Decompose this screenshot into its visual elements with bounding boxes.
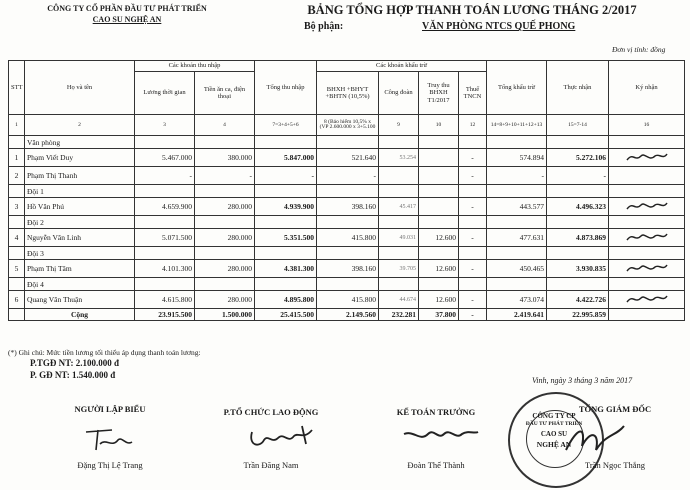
cell-empty [419, 278, 459, 291]
cell-sign [609, 229, 685, 247]
document-title: BẢNG TỔNG HỢP THANH TOÁN LƯƠNG THÁNG 2/2017 [307, 3, 637, 17]
cell-bhxh-back: 12.600 [419, 291, 459, 309]
cell-empty [379, 185, 419, 198]
cell-empty [195, 216, 255, 229]
cell-empty [459, 247, 487, 260]
cell-empty [9, 136, 25, 149]
cell-total-deduct: 473.074 [487, 291, 547, 309]
employee-name: Hồ Văn Phú [25, 198, 135, 216]
cell-empty [195, 185, 255, 198]
header-name: Họ và tên [25, 61, 135, 115]
cell-empty [195, 278, 255, 291]
section-name: Văn phòng [25, 136, 135, 149]
preparer-signature [82, 424, 142, 454]
cell-empty [547, 247, 609, 260]
header-total-income: Tổng thu nhập [255, 61, 317, 115]
cell-net: 4.422.726 [547, 291, 609, 309]
cell-bhxh: 415.800 [317, 229, 379, 247]
total-salary: 23.915.500 [135, 309, 195, 321]
cell-total-deduct: 443.577 [487, 198, 547, 216]
header-union: Công đoàn [379, 72, 419, 115]
col-number: 12 [459, 115, 487, 136]
cell-pit: - [459, 149, 487, 167]
cell-sign [609, 149, 685, 167]
row-stt: 2 [9, 167, 25, 185]
cell-empty [487, 185, 547, 198]
totals-label: Cộng [25, 309, 135, 321]
header-income-group: Các khoản thu nhập [135, 61, 255, 72]
cell-empty [255, 247, 317, 260]
cell-total-income: 5.351.500 [255, 229, 317, 247]
cell-empty [547, 136, 609, 149]
cell-total-income: 4.381.300 [255, 260, 317, 278]
department-value: VĂN PHÒNG NTCS QUẾ PHONG [422, 21, 576, 32]
col-number: 2 [25, 115, 135, 136]
employee-name: Quang Văn Thuận [25, 291, 135, 309]
cell-bhxh-back [419, 167, 459, 185]
cell-total-income: 4.895.800 [255, 291, 317, 309]
section-name: Đội 3 [25, 247, 135, 260]
cell-empty [379, 216, 419, 229]
company-name: CÔNG TY CỔ PHẦN ĐẦU TƯ PHÁT TRIỂN [47, 4, 207, 13]
cell-empty [317, 185, 379, 198]
cell-union: 49.031 [379, 229, 419, 247]
total-pit: - [459, 309, 487, 321]
employee-signature [625, 299, 669, 308]
section-row [9, 278, 685, 291]
cell-meal: 280.000 [195, 260, 255, 278]
row-stt: 1 [9, 149, 25, 167]
cell-empty [317, 136, 379, 149]
col-number: 3 [135, 115, 195, 136]
cell-empty [547, 278, 609, 291]
section-row [9, 216, 685, 229]
cell-empty [135, 278, 195, 291]
department-label: Bộ phận: [304, 21, 344, 32]
cell-union: 39.705 [379, 260, 419, 278]
col-number: 1 [9, 115, 25, 136]
employee-name: Phạm Thị Thanh [25, 167, 135, 185]
cell-empty [9, 185, 25, 198]
accountant-signature [400, 420, 480, 450]
cell-empty [9, 278, 25, 291]
cell-total-deduct: 477.631 [487, 229, 547, 247]
cell-salary: 4.615.800 [135, 291, 195, 309]
header-salary: Lương thời gian [135, 72, 195, 115]
cell-sign [609, 291, 685, 309]
header-stt: STT [9, 61, 25, 115]
total-income: 25.415.500 [255, 309, 317, 321]
cell-empty [135, 216, 195, 229]
cell-sign [609, 167, 685, 185]
cell-total-deduct: - [487, 167, 547, 185]
cell-total-income: - [255, 167, 317, 185]
employee-signature [625, 206, 669, 215]
cell-net: 4.496.323 [547, 198, 609, 216]
director-name: Trần Ngọc Thắng [585, 460, 645, 470]
col-number: 7=3+4+5+6 [255, 115, 317, 136]
total-union: 232.281 [379, 309, 419, 321]
cell-empty [255, 136, 317, 149]
col-number: 16 [609, 115, 685, 136]
table-row [9, 149, 685, 167]
total-meal: 1.500.000 [195, 309, 255, 321]
cell-empty [255, 185, 317, 198]
preparer-title: NGƯỜI LẬP BIỂU [74, 404, 146, 414]
employee-signature [625, 268, 669, 277]
cell-empty [547, 185, 609, 198]
col-number: 9 [379, 115, 419, 136]
cell-salary: 4.101.300 [135, 260, 195, 278]
cell-empty [459, 216, 487, 229]
hr-name: Trần Đăng Nam [243, 460, 299, 470]
employee-signature [625, 157, 669, 166]
hr-title: P.TỔ CHỨC LAO ĐỘNG [223, 407, 319, 417]
stamp-text-4: NGHỆ AN [536, 440, 572, 449]
stamp-text-1: CÔNG TY CP [532, 412, 576, 420]
cell-empty [317, 216, 379, 229]
header-net: Thực nhận [547, 61, 609, 115]
cell-empty [419, 185, 459, 198]
section-row [9, 136, 685, 149]
cell-empty [255, 278, 317, 291]
cell-empty [9, 216, 25, 229]
cell-empty [609, 309, 685, 321]
cell-empty [419, 216, 459, 229]
currency-unit: Đơn vị tính: đồng [612, 45, 666, 54]
table-row [9, 229, 685, 247]
header-meal: Tiền ăn ca, điện thoại [195, 72, 255, 115]
header-sign: Ký nhận [609, 61, 685, 115]
preparer-name: Đặng Thị Lệ Trang [77, 460, 143, 470]
header-bhxh-back: Truy thu BHXH T1/2017 [419, 72, 459, 115]
cell-meal: 280.000 [195, 198, 255, 216]
cell-empty [317, 247, 379, 260]
employee-name: Nguyễn Văn Linh [25, 229, 135, 247]
cell-empty [487, 216, 547, 229]
total-bhxh: 2.149.560 [317, 309, 379, 321]
stamp-text-2: ĐẦU TƯ PHÁT TRIỂN [525, 421, 583, 427]
note-minimum-wage: (*) Ghi chú: Mức tiền lương tối thiểu áp dụng thanh toán lương: [8, 348, 201, 357]
col-number: 4 [195, 115, 255, 136]
hr-signature [246, 422, 322, 452]
cell-empty [609, 185, 685, 198]
cell-pit: - [459, 167, 487, 185]
sign-date: Vinh, ngày 3 tháng 3 năm 2017 [532, 376, 633, 385]
cell-bhxh-back: 12.600 [419, 260, 459, 278]
director-title: TỔNG GIÁM ĐỐC [578, 404, 652, 414]
cell-union: 53.254 [379, 149, 419, 167]
cell-meal: 280.000 [195, 291, 255, 309]
total-net: 22.995.859 [547, 309, 609, 321]
cell-empty [459, 278, 487, 291]
note-deputy-director: P.TGĐ NT: 2.100.000 đ [30, 358, 120, 368]
row-stt: 6 [9, 291, 25, 309]
note-vice-director: P. GĐ NT: 1.540.000 đ [30, 370, 116, 380]
cell-net: - [547, 167, 609, 185]
cell-empty [487, 247, 547, 260]
cell-empty [487, 136, 547, 149]
total-deduct: 2.419.641 [487, 309, 547, 321]
header-bhxh: BHXH +BHYT +BHTN (10,5%) [317, 72, 379, 115]
cell-bhxh: 521.640 [317, 149, 379, 167]
table-row [9, 291, 685, 309]
cell-empty [135, 247, 195, 260]
cell-net: 4.873.869 [547, 229, 609, 247]
cell-salary: - [135, 167, 195, 185]
cell-empty [135, 185, 195, 198]
cell-empty [9, 247, 25, 260]
cell-empty [459, 185, 487, 198]
section-row [9, 247, 685, 260]
section-name: Đội 1 [25, 185, 135, 198]
cell-empty [379, 136, 419, 149]
cell-sign [609, 260, 685, 278]
employee-signature [625, 237, 669, 246]
cell-empty [195, 247, 255, 260]
cell-empty [255, 216, 317, 229]
employee-name: Phạm Thị Tâm [25, 260, 135, 278]
table-row [9, 167, 685, 185]
cell-bhxh: 398.160 [317, 198, 379, 216]
cell-total-income: 4.939.900 [255, 198, 317, 216]
row-stt: 4 [9, 229, 25, 247]
row-stt: 3 [9, 198, 25, 216]
header-deduct-group: Các khoản khấu trừ [317, 61, 487, 72]
header-pit: Thuế TNCN [459, 72, 487, 115]
cell-sign [609, 198, 685, 216]
cell-empty [379, 278, 419, 291]
cell-meal: - [195, 167, 255, 185]
cell-bhxh: 398.160 [317, 260, 379, 278]
cell-empty [547, 216, 609, 229]
cell-empty [419, 247, 459, 260]
cell-union [379, 167, 419, 185]
cell-empty [379, 247, 419, 260]
cell-union: 45.417 [379, 198, 419, 216]
director-signature [560, 420, 630, 460]
section-name: Đội 4 [25, 278, 135, 291]
accountant-title: KẾ TOÁN TRƯỞNG [396, 407, 476, 417]
table-row [9, 260, 685, 278]
cell-meal: 280.000 [195, 229, 255, 247]
cell-union: 44.674 [379, 291, 419, 309]
cell-empty [609, 278, 685, 291]
cell-bhxh: 415.800 [317, 291, 379, 309]
col-number: 14=8+9+10+11+12+13 [487, 115, 547, 136]
company-subname: CAO SU NGHỆ AN [92, 15, 162, 24]
payroll-table [8, 60, 685, 321]
cell-empty [459, 136, 487, 149]
col-number: 8 (Bảo hiểm 10,5% x (VP 2.600.000 x 3+5.100 [317, 115, 379, 136]
cell-bhxh-back [419, 198, 459, 216]
cell-bhxh-back [419, 149, 459, 167]
cell-empty [195, 136, 255, 149]
table-row [9, 198, 685, 216]
row-stt: 5 [9, 260, 25, 278]
cell-empty [317, 278, 379, 291]
cell-meal: 380.000 [195, 149, 255, 167]
cell-bhxh-back: 12.600 [419, 229, 459, 247]
col-number: 10 [419, 115, 459, 136]
cell-total-deduct: 450.465 [487, 260, 547, 278]
cell-pit: - [459, 198, 487, 216]
cell-empty [609, 216, 685, 229]
cell-empty [609, 136, 685, 149]
cell-pit: - [459, 291, 487, 309]
cell-bhxh: - [317, 167, 379, 185]
cell-salary: 5.467.000 [135, 149, 195, 167]
cell-total-deduct: 574.894 [487, 149, 547, 167]
column-number-row [9, 115, 685, 136]
cell-empty [9, 309, 25, 321]
totals-row [9, 309, 685, 321]
accountant-name: Đoàn Thế Thành [407, 460, 465, 470]
stamp-text-3: CAO SU [540, 430, 568, 438]
cell-empty [609, 247, 685, 260]
section-name: Đội 2 [25, 216, 135, 229]
section-row [9, 185, 685, 198]
cell-pit: - [459, 260, 487, 278]
cell-salary: 5.071.500 [135, 229, 195, 247]
cell-empty [135, 136, 195, 149]
cell-pit: - [459, 229, 487, 247]
cell-salary: 4.659.900 [135, 198, 195, 216]
cell-net: 3.930.835 [547, 260, 609, 278]
total-bhxh-back: 37.800 [419, 309, 459, 321]
cell-net: 5.272.106 [547, 149, 609, 167]
cell-total-income: 5.847.000 [255, 149, 317, 167]
employee-name: Phạm Viết Duy [25, 149, 135, 167]
col-number: 15=7-14 [547, 115, 609, 136]
cell-empty [487, 278, 547, 291]
cell-empty [419, 136, 459, 149]
header-total-deduct: Tổng khấu trừ [487, 61, 547, 115]
